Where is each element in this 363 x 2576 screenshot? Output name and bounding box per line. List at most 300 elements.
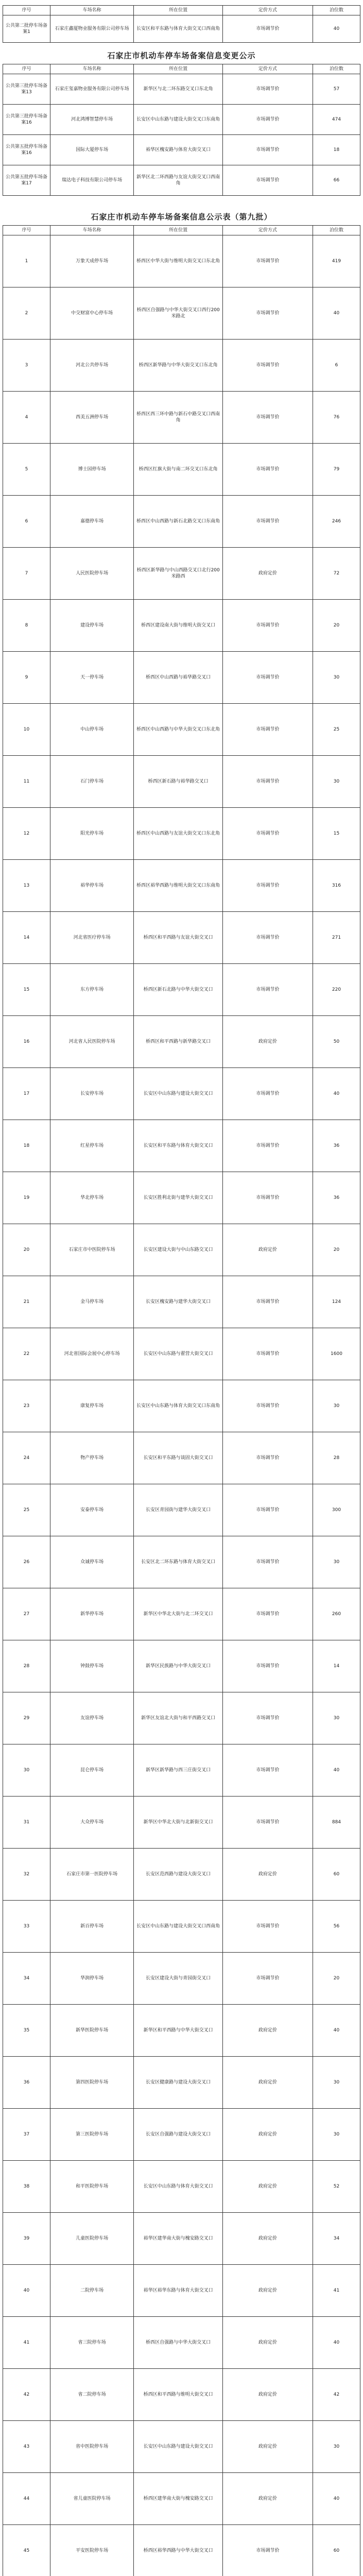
cell-name: 康复停车场 xyxy=(50,1380,133,1432)
cell-no: 公共第五批停车场备案17 xyxy=(3,165,50,196)
cell-mode: 市场调节价 xyxy=(222,165,313,196)
cell-name: 第三医院停车场 xyxy=(50,2109,133,2161)
table-row xyxy=(3,1901,360,1953)
cell-count: 40 xyxy=(313,2473,360,2525)
cell-mode: 政府定价 xyxy=(222,2317,313,2369)
cell-name: 安泰停车场 xyxy=(50,1484,133,1536)
cell-count: 28 xyxy=(313,1432,360,1484)
cell-address: 桥西区中山西路与裕华路交叉口 xyxy=(134,652,223,704)
cell-count: 57 xyxy=(313,74,360,105)
cell-count: 60 xyxy=(313,1849,360,1901)
cell-address: 长安区胜利北街与建华大街交叉口 xyxy=(134,1172,223,1224)
cell-no: 18 xyxy=(3,1120,50,1172)
cell-count: 30 xyxy=(313,756,360,808)
cell-mode: 市场调节价 xyxy=(222,392,313,444)
cell-name: 河北省国际会展中心停车场 xyxy=(50,1328,133,1380)
cell-address: 长安区槐安路与建华大街交叉口 xyxy=(134,1276,223,1328)
cell-no: 公共第二批停车场备案1 xyxy=(3,15,50,43)
cell-mode: 市场调节价 xyxy=(222,74,313,105)
cell-count: 316 xyxy=(313,860,360,912)
cell-address: 长安区和平东路与体育大街交叉口 xyxy=(134,1120,223,1172)
cell-count: 42 xyxy=(313,2369,360,2421)
cell-name: 博士园停车场 xyxy=(50,444,133,496)
cell-no: 44 xyxy=(3,2473,50,2525)
cell-address: 长安区建设大街与青园街交叉口 xyxy=(134,1953,223,2005)
cell-address: 桥西区裕华西路与维明大街交叉口东南角 xyxy=(134,860,223,912)
cell-mode: 市场调节价 xyxy=(222,600,313,652)
cell-count: 30 xyxy=(313,2109,360,2161)
cell-name: 人民医院停车场 xyxy=(50,548,133,600)
cell-address: 长安区中山东路与翟营大街交叉口 xyxy=(134,1328,223,1380)
cell-address: 桥西区中华大街与维明大街交叉口东北角 xyxy=(134,235,223,287)
cell-count: 40 xyxy=(313,2005,360,2057)
cell-name: 河北省人民医院停车场 xyxy=(50,1016,133,1068)
cell-mode: 政府定价 xyxy=(222,1224,313,1276)
cell-name: 众诚停车场 xyxy=(50,1536,133,1588)
table-row xyxy=(3,1068,360,1120)
table-row xyxy=(3,2213,360,2265)
cell-no: 25 xyxy=(3,1484,50,1536)
header-name: 车场名称 xyxy=(50,6,133,15)
cell-mode: 市场调节价 xyxy=(222,1328,313,1380)
cell-address: 长安区范西路与建设大街交叉口 xyxy=(134,1849,223,1901)
cell-address: 长安区中山东路与建设大街交叉口东南角 xyxy=(134,105,223,135)
cell-address: 新华区新华路与西三庄街交叉口 xyxy=(134,1744,223,1797)
table-row xyxy=(3,964,360,1016)
cell-address: 桥西区和平西路与新华路交叉口 xyxy=(134,1016,223,1068)
cell-mode: 市场调节价 xyxy=(222,287,313,340)
header-mode: 定价方式 xyxy=(222,6,313,15)
table-row xyxy=(3,165,360,196)
table-row xyxy=(3,2473,360,2525)
cell-mode: 市场调节价 xyxy=(222,1953,313,2005)
cell-name: 新百停车场 xyxy=(50,1901,133,1953)
cell-no: 41 xyxy=(3,2317,50,2369)
cell-no: 37 xyxy=(3,2109,50,2161)
header-count: 泊位数 xyxy=(313,64,360,74)
cell-no: 1 xyxy=(3,235,50,287)
header-count: 泊位数 xyxy=(313,226,360,235)
cell-name: 东方停车场 xyxy=(50,964,133,1016)
cell-no: 40 xyxy=(3,2265,50,2317)
cell-mode: 市场调节价 xyxy=(222,704,313,756)
cell-no: 32 xyxy=(3,1849,50,1901)
table-row xyxy=(3,1849,360,1901)
table-row xyxy=(3,860,360,912)
cell-address: 桥西区自强路与中华大街交叉口 xyxy=(134,2317,223,2369)
cell-no: 16 xyxy=(3,1016,50,1068)
cell-mode: 市场调节价 xyxy=(222,1068,313,1120)
table-row xyxy=(3,1224,360,1276)
cell-address: 新华区中华北大街与北新街交叉口 xyxy=(134,1797,223,1849)
cell-mode: 市场调节价 xyxy=(222,444,313,496)
cell-no: 39 xyxy=(3,2213,50,2265)
cell-no: 34 xyxy=(3,1953,50,2005)
table-row xyxy=(3,2265,360,2317)
cell-count: 20 xyxy=(313,600,360,652)
cell-name: 平安医院停车场 xyxy=(50,2525,133,2576)
table-row xyxy=(3,548,360,600)
cell-no: 4 xyxy=(3,392,50,444)
cell-mode: 市场调节价 xyxy=(222,1536,313,1588)
cell-mode: 政府定价 xyxy=(222,2369,313,2421)
cell-no: 35 xyxy=(3,2005,50,2057)
cell-no: 38 xyxy=(3,2161,50,2213)
cell-no: 5 xyxy=(3,444,50,496)
header-no: 序号 xyxy=(3,226,50,235)
cell-mode: 市场调节价 xyxy=(222,1120,313,1172)
cell-mode: 政府定价 xyxy=(222,2213,313,2265)
cell-address: 裕华区裕华东路与体育大街交叉口 xyxy=(134,2265,223,2317)
cell-name: 儿童医院停车场 xyxy=(50,2213,133,2265)
cell-no: 11 xyxy=(3,756,50,808)
cell-mode: 政府定价 xyxy=(222,548,313,600)
table-info-change xyxy=(3,64,360,196)
cell-address: 长安区自强路与建设大街交叉口 xyxy=(134,2109,223,2161)
table-row xyxy=(3,2525,360,2576)
cell-count: 18 xyxy=(313,135,360,165)
cell-name: 长安停车场 xyxy=(50,1068,133,1120)
cell-name: 石门停车场 xyxy=(50,756,133,808)
cell-no: 9 xyxy=(3,652,50,704)
cell-name: 河北省医疗停车场 xyxy=(50,912,133,964)
header-address: 所在位置 xyxy=(134,226,223,235)
cell-count: 20 xyxy=(313,1953,360,2005)
cell-count: 72 xyxy=(313,548,360,600)
cell-address: 新华区友谊北大街与和平西路交叉口 xyxy=(134,1692,223,1744)
cell-mode: 市场调节价 xyxy=(222,1797,313,1849)
cell-mode: 市场调节价 xyxy=(222,1640,313,1692)
cell-no: 19 xyxy=(3,1172,50,1224)
cell-count: 79 xyxy=(313,444,360,496)
cell-no: 14 xyxy=(3,912,50,964)
cell-no: 45 xyxy=(3,2525,50,2576)
cell-mode: 市场调节价 xyxy=(222,1432,313,1484)
cell-no: 21 xyxy=(3,1276,50,1328)
table-row xyxy=(3,1953,360,2005)
cell-name: 中山停车场 xyxy=(50,704,133,756)
table-row xyxy=(3,2109,360,2161)
cell-no: 15 xyxy=(3,964,50,1016)
section3-body xyxy=(3,235,360,2576)
cell-name: 物产停车场 xyxy=(50,1432,133,1484)
cell-name: 省儿童医院停车场 xyxy=(50,2473,133,2525)
cell-no: 24 xyxy=(3,1432,50,1484)
cell-address: 桥西区新石北路与中华大街交叉口 xyxy=(134,964,223,1016)
cell-address: 长安区中山东路与建设大街交叉口 xyxy=(134,2421,223,2473)
cell-mode: 市场调节价 xyxy=(222,135,313,165)
cell-count: 474 xyxy=(313,105,360,135)
cell-count: 36 xyxy=(313,1120,360,1172)
header-count: 泊位数 xyxy=(313,6,360,15)
cell-count: 220 xyxy=(313,964,360,1016)
cell-mode: 市场调节价 xyxy=(222,912,313,964)
cell-name: 华北停车场 xyxy=(50,1172,133,1224)
table-row xyxy=(3,1276,360,1328)
cell-count: 6 xyxy=(313,340,360,392)
cell-no: 6 xyxy=(3,496,50,548)
cell-address: 桥西区建设南大街与维明大街交叉口 xyxy=(134,600,223,652)
cell-mode: 市场调节价 xyxy=(222,652,313,704)
table-row xyxy=(3,1432,360,1484)
cell-mode: 市场调节价 xyxy=(222,1276,313,1328)
cell-count: 15 xyxy=(313,808,360,860)
table-row xyxy=(3,444,360,496)
section3-title: 石家庄市机动车停车场备案信息公示表（第九批） xyxy=(91,212,272,222)
cell-name: 金马停车场 xyxy=(50,1276,133,1328)
cell-address: 新华区北二环西路与友谊大街交叉口西南角 xyxy=(134,165,223,196)
cell-mode: 市场调节价 xyxy=(222,496,313,548)
header-address: 所在位置 xyxy=(134,64,223,74)
cell-mode: 政府定价 xyxy=(222,2057,313,2109)
table-header-row xyxy=(3,64,360,74)
cell-name: 大众停车场 xyxy=(50,1797,133,1849)
table-row xyxy=(3,912,360,964)
section2-title: 石家庄市机动车停车场备案信息变更公示 xyxy=(107,51,256,60)
table-row xyxy=(3,105,360,135)
cell-address: 桥西区中山西路与新石北路交叉口东南角 xyxy=(134,496,223,548)
table-row xyxy=(3,1536,360,1588)
cell-mode: 市场调节价 xyxy=(222,235,313,287)
cell-count: 30 xyxy=(313,2421,360,2473)
cell-count: 260 xyxy=(313,1588,360,1640)
cell-no: 20 xyxy=(3,1224,50,1276)
cell-no: 公共第三批停车场备案16 xyxy=(3,105,50,135)
cell-name: 和平医院停车场 xyxy=(50,2161,133,2213)
table-row xyxy=(3,1484,360,1536)
table-row xyxy=(3,1120,360,1172)
cell-no: 公共第五批停车场备案16 xyxy=(3,135,50,165)
cell-count: 34 xyxy=(313,2213,360,2265)
cell-count: 300 xyxy=(313,1484,360,1536)
header-mode: 定价方式 xyxy=(222,226,313,235)
table-stop-service xyxy=(3,5,360,43)
table-row xyxy=(3,340,360,392)
cell-count: 76 xyxy=(313,392,360,444)
cell-no: 29 xyxy=(3,1692,50,1744)
table-row xyxy=(3,2161,360,2213)
cell-mode: 市场调节价 xyxy=(222,1172,313,1224)
cell-name: 万象天成停车场 xyxy=(50,235,133,287)
cell-name: 石家庄鑫厦物业服务有限公司停车场 xyxy=(50,15,133,43)
cell-name: 国际大厦停车场 xyxy=(50,135,133,165)
cell-no: 13 xyxy=(3,860,50,912)
header-name: 车场名称 xyxy=(50,64,133,74)
cell-name: 西美五洲停车场 xyxy=(50,392,133,444)
cell-address: 桥西区建华南大街与槐安路交叉口 xyxy=(134,2473,223,2525)
cell-count: 30 xyxy=(313,652,360,704)
cell-address: 长安区健康路与建设大街交叉口 xyxy=(134,2057,223,2109)
table-row xyxy=(3,1692,360,1744)
cell-no: 26 xyxy=(3,1536,50,1588)
table-row xyxy=(3,1172,360,1224)
cell-address: 长安区和平东路与谈固大街交叉口 xyxy=(134,1432,223,1484)
cell-count: 124 xyxy=(313,1276,360,1328)
cell-count: 40 xyxy=(313,15,360,43)
cell-name: 河北鸿博智慧停车场 xyxy=(50,105,133,135)
table-row xyxy=(3,1797,360,1849)
cell-no: 36 xyxy=(3,2057,50,2109)
header-no: 序号 xyxy=(3,6,50,15)
cell-name: 省三院停车场 xyxy=(50,2317,133,2369)
cell-count: 271 xyxy=(313,912,360,964)
table-row xyxy=(3,704,360,756)
cell-no: 23 xyxy=(3,1380,50,1432)
cell-name: 建设停车场 xyxy=(50,600,133,652)
table-row xyxy=(3,287,360,340)
cell-name: 裕华停车场 xyxy=(50,860,133,912)
table-row xyxy=(3,74,360,105)
cell-count: 30 xyxy=(313,1380,360,1432)
header-no: 序号 xyxy=(3,64,50,74)
cell-name: 瑞达电子科技有限公司停车场 xyxy=(50,165,133,196)
cell-name: 红星停车场 xyxy=(50,1120,133,1172)
cell-mode: 市场调节价 xyxy=(222,756,313,808)
cell-mode: 市场调节价 xyxy=(222,1692,313,1744)
cell-address: 桥西区裕华西路与中华大街交叉口 xyxy=(134,2525,223,2576)
cell-count: 419 xyxy=(313,235,360,287)
cell-name: 友谊停车场 xyxy=(50,1692,133,1744)
cell-mode: 市场调节价 xyxy=(222,1484,313,1536)
cell-address: 长安区中山东路与建设大街交叉口西南角 xyxy=(134,1901,223,1953)
header-mode: 定价方式 xyxy=(222,64,313,74)
cell-count: 50 xyxy=(313,1016,360,1068)
cell-name: 华润停车场 xyxy=(50,1953,133,2005)
cell-no: 22 xyxy=(3,1328,50,1380)
table-row xyxy=(3,496,360,548)
cell-no: 30 xyxy=(3,1744,50,1797)
table-row xyxy=(3,2005,360,2057)
section2-body xyxy=(3,74,360,196)
cell-no: 8 xyxy=(3,600,50,652)
cell-count: 25 xyxy=(313,704,360,756)
table-row xyxy=(3,135,360,165)
table-header-row xyxy=(3,226,360,235)
cell-no: 27 xyxy=(3,1588,50,1640)
cell-name: 昆仑停车场 xyxy=(50,1744,133,1797)
cell-address: 新华区中华北大街与北二环交叉口 xyxy=(134,1588,223,1640)
cell-name: 石家庄市中医院停车场 xyxy=(50,1224,133,1276)
cell-no: 2 xyxy=(3,287,50,340)
cell-mode: 市场调节价 xyxy=(222,1901,313,1953)
cell-no: 公共第三批停车场备案13 xyxy=(3,74,50,105)
cell-address: 长安区北二环东路与体育大街交叉口 xyxy=(134,1536,223,1588)
cell-count: 1600 xyxy=(313,1328,360,1380)
cell-count: 40 xyxy=(313,287,360,340)
cell-address: 桥西区新华路与中山西路交叉口北行200米路西 xyxy=(134,548,223,600)
cell-mode: 市场调节价 xyxy=(222,860,313,912)
cell-address: 新华区与北二环东路交叉口东北角 xyxy=(134,74,223,105)
cell-mode: 政府定价 xyxy=(222,2421,313,2473)
cell-count: 20 xyxy=(313,1224,360,1276)
cell-address: 桥西区中山西路与中华大街交叉口东北角 xyxy=(134,704,223,756)
cell-count: 30 xyxy=(313,1692,360,1744)
table-row xyxy=(3,2057,360,2109)
cell-address: 桥西区中山西路与友谊大街交叉口东北角 xyxy=(134,808,223,860)
cell-no: 31 xyxy=(3,1797,50,1849)
table-row xyxy=(3,600,360,652)
table-row xyxy=(3,1380,360,1432)
cell-mode: 市场调节价 xyxy=(222,105,313,135)
header-name: 车场名称 xyxy=(50,226,133,235)
cell-mode: 政府定价 xyxy=(222,2109,313,2161)
cell-address: 桥西区西三环中路与新石中路交叉口西南角 xyxy=(134,392,223,444)
cell-no: 43 xyxy=(3,2421,50,2473)
cell-name: 省二院停车场 xyxy=(50,2369,133,2421)
cell-address: 长安区建设大街与中山东路交叉口 xyxy=(134,1224,223,1276)
cell-count: 30 xyxy=(313,2057,360,2109)
cell-name: 河北公共停车场 xyxy=(50,340,133,392)
cell-address: 桥西区新石路与裕华路交叉口 xyxy=(134,756,223,808)
cell-name: 新华停车场 xyxy=(50,1588,133,1640)
cell-mode: 市场调节价 xyxy=(222,964,313,1016)
cell-address: 桥西区和平西路与友谊大街交叉口 xyxy=(134,912,223,964)
cell-count: 56 xyxy=(313,1901,360,1953)
cell-name: 新华医院停车场 xyxy=(50,2005,133,2057)
table-row xyxy=(3,2317,360,2369)
cell-count: 14 xyxy=(313,1640,360,1692)
cell-mode: 市场调节价 xyxy=(222,15,313,43)
cell-count: 36 xyxy=(313,1172,360,1224)
table-row xyxy=(3,392,360,444)
cell-count: 40 xyxy=(313,2317,360,2369)
cell-address: 长安区青园街与建华大街交叉口 xyxy=(134,1484,223,1536)
cell-mode: 政府定价 xyxy=(222,2265,313,2317)
cell-address: 长安区中山东路与体育大街交叉口东南角 xyxy=(134,1380,223,1432)
cell-name: 嘉德停车场 xyxy=(50,496,133,548)
cell-no: 28 xyxy=(3,1640,50,1692)
table-row xyxy=(3,756,360,808)
cell-address: 新华区和平西路与中华大街交叉口 xyxy=(134,2005,223,2057)
table-row xyxy=(3,652,360,704)
cell-name: 二院停车场 xyxy=(50,2265,133,2317)
cell-mode: 政府定价 xyxy=(222,2473,313,2525)
cell-address: 裕华区建华南大街与槐安路交叉口 xyxy=(134,2213,223,2265)
cell-count: 884 xyxy=(313,1797,360,1849)
cell-mode: 市场调节价 xyxy=(222,1744,313,1797)
cell-address: 长安区中山东路与建设大街交叉口 xyxy=(134,1068,223,1120)
section1-body xyxy=(3,15,360,43)
cell-name: 石家庄玺嘉物业服务有限公司停车场 xyxy=(50,74,133,105)
table-header-row xyxy=(3,6,360,15)
table-row xyxy=(3,1328,360,1380)
cell-address: 桥西区自强路与中华大街交叉口西行200米路北 xyxy=(134,287,223,340)
cell-count: 40 xyxy=(313,1068,360,1120)
cell-no: 7 xyxy=(3,548,50,600)
cell-count: 60 xyxy=(313,2525,360,2576)
cell-address: 长安区中山东路与体育大街交叉口 xyxy=(134,2161,223,2213)
cell-name: 中交财富中心停车场 xyxy=(50,287,133,340)
table-row xyxy=(3,1744,360,1797)
cell-mode: 市场调节价 xyxy=(222,2525,313,2576)
cell-name: 第四医院停车场 xyxy=(50,2057,133,2109)
cell-address: 桥西区红旗大街与南二环交叉口东北角 xyxy=(134,444,223,496)
cell-mode: 市场调节价 xyxy=(222,1380,313,1432)
cell-name: 阳光停车场 xyxy=(50,808,133,860)
table-row xyxy=(3,2369,360,2421)
table-ninth-batch xyxy=(3,225,360,2576)
cell-mode: 政府定价 xyxy=(222,1016,313,1068)
cell-no: 42 xyxy=(3,2369,50,2421)
cell-mode: 政府定价 xyxy=(222,2005,313,2057)
table-row xyxy=(3,1588,360,1640)
cell-count: 246 xyxy=(313,496,360,548)
cell-name: 石家庄市第一医院停车场 xyxy=(50,1849,133,1901)
cell-no: 10 xyxy=(3,704,50,756)
cell-no: 17 xyxy=(3,1068,50,1120)
cell-no: 33 xyxy=(3,1901,50,1953)
cell-mode: 政府定价 xyxy=(222,2161,313,2213)
